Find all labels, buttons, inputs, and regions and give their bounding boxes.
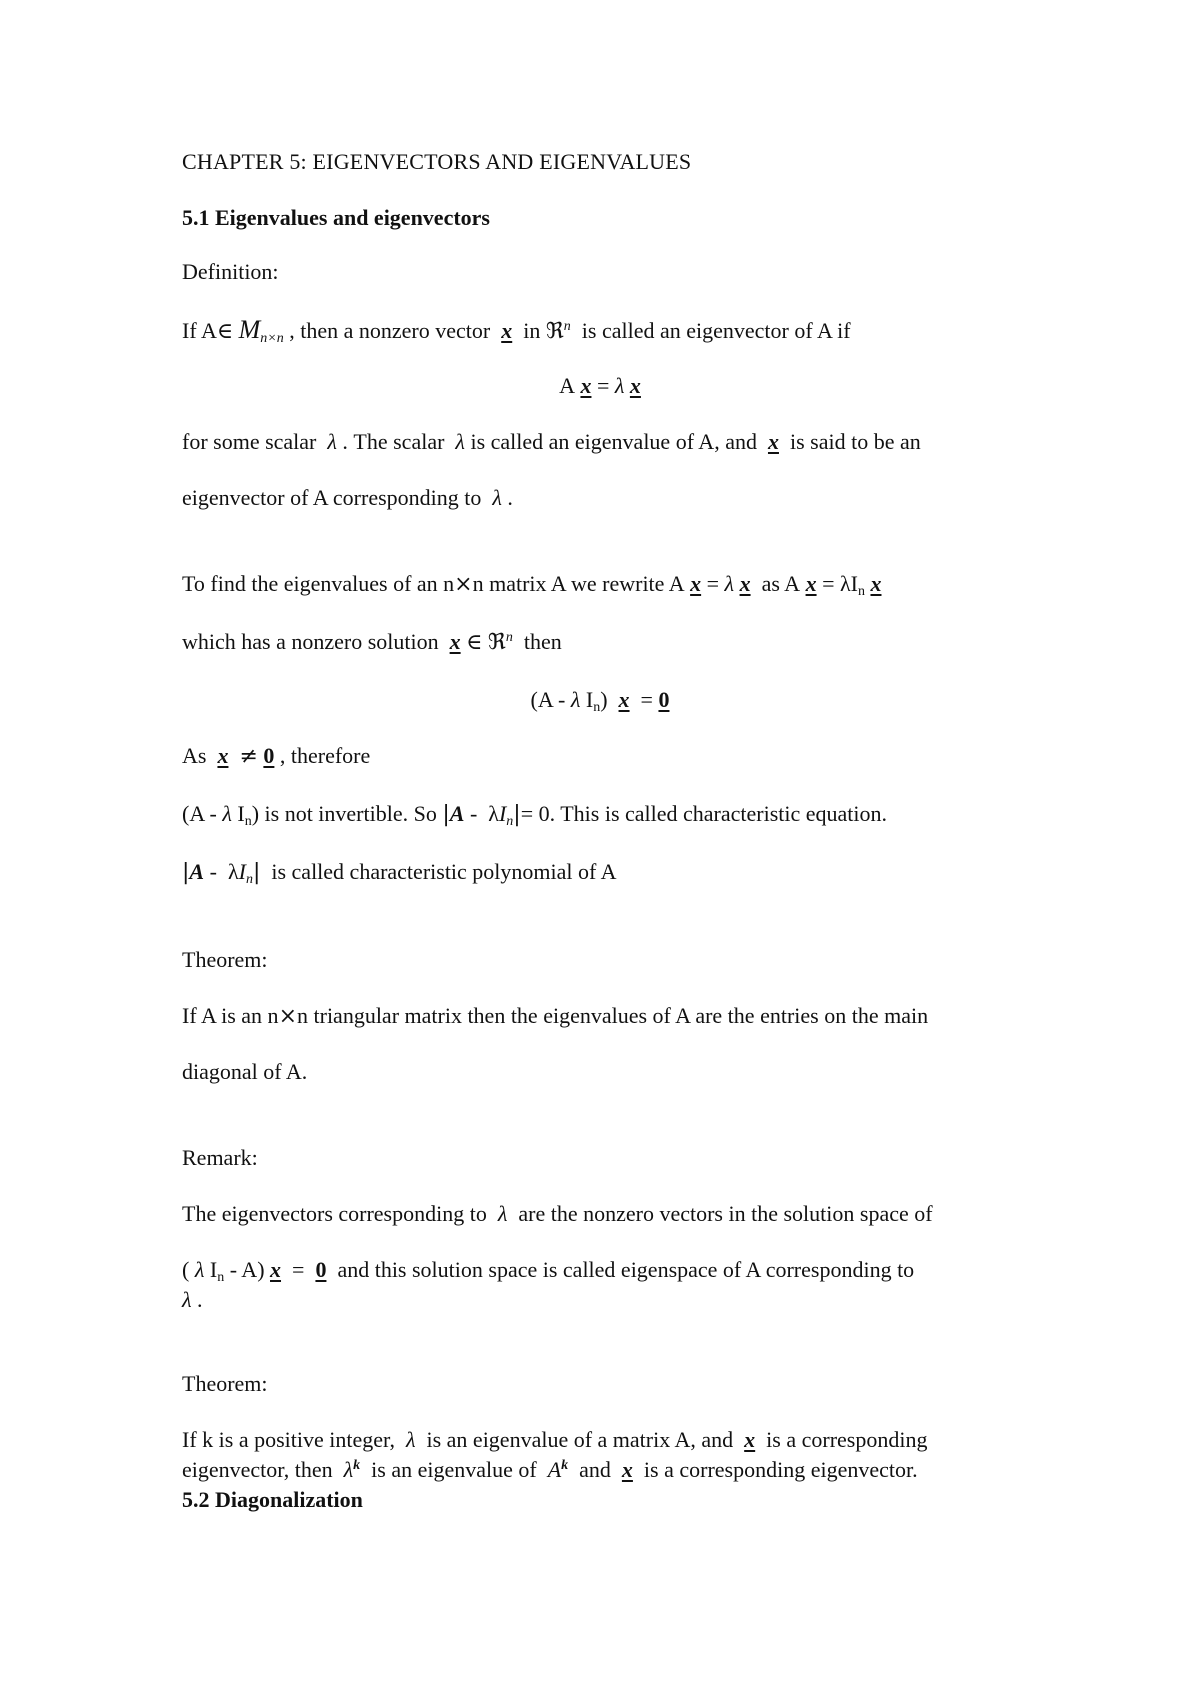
not-invertible-line: (A - λ $I_n$) is not invertible. So $|A - \lambda I_n|= 0$. This is called characteristic equation.	[182, 801, 888, 829]
matrix-space-symbol: M	[238, 315, 261, 344]
definition-label: Definition:	[182, 259, 279, 284]
chapter-title: CHAPTER 5: EIGENVECTORS AND EIGENVALUES	[182, 149, 692, 174]
equation-ax-lambda-x: A x = λ x	[559, 373, 641, 398]
section-heading-5-1: 5.1 Eigenvalues and eigenvectors	[182, 205, 490, 230]
lambda-symbol: λ	[614, 373, 625, 398]
remark-line-3: λ .	[182, 1287, 203, 1312]
definition-line-3: eigenvector of A corresponding to λ .	[182, 485, 513, 510]
theorem-1-label: Theorem:	[182, 947, 268, 972]
find-eigenvalues-line-1: To find the eigenvalues of an n×n matrix A we rewrite A x = λ x as A $x = \lambda I_n$ x	[182, 571, 882, 599]
real-space-symbol: ℜ	[545, 319, 564, 344]
section-heading-5-2: 5.2 Diagonalization	[182, 1487, 363, 1512]
theorem-2-line-2: eigenvector, then $\lambda^k$ is an eigenvalue of $A^k$ and x is a corresponding eigenvector.	[182, 1457, 918, 1482]
vector-x: x	[501, 318, 513, 343]
theorem-2-label: Theorem:	[182, 1371, 268, 1396]
characteristic-polynomial-line: $|A - \lambda I_n|$ is called characteristic polynomial of A	[182, 859, 617, 887]
remark-label: Remark:	[182, 1145, 258, 1170]
remark-line-2: ( λ $I_n - A$) x = 0 and this solution space is called eigenspace of A corresponding to	[182, 1257, 915, 1285]
equation-a-minus-lambda-i: (A - λ $I_n$) x = 0	[530, 687, 670, 715]
as-x-nonzero-line: As x ≠ 0 , therefore	[182, 743, 371, 769]
theorem-1-line-1: If A is an n×n triangular matrix then the eigenvalues of A are the entries on the main	[182, 1003, 929, 1029]
definition-line-1: If A∈ $M_{n\times n}$ , then a nonzero vector x in ℜ$^n$ is called an eigenvector of A if	[182, 315, 851, 346]
remark-line-1: The eigenvectors corresponding to λ are the nonzero vectors in the solution space of	[182, 1201, 933, 1226]
theorem-2-line-1: If k is a positive integer, λ is an eigenvalue of a matrix A, and x is a corresponding	[182, 1427, 928, 1452]
definition-line-2: for some scalar λ . The scalar λ is called an eigenvalue of A, and x is said to be an	[182, 429, 921, 454]
theorem-1-line-2: diagonal of A.	[182, 1059, 308, 1084]
element-of-symbol: ∈	[216, 319, 234, 344]
zero-vector: 0	[658, 687, 670, 712]
find-eigenvalues-line-2: which has a nonzero solution x ∈ ℜ$^n$ then	[182, 629, 562, 655]
